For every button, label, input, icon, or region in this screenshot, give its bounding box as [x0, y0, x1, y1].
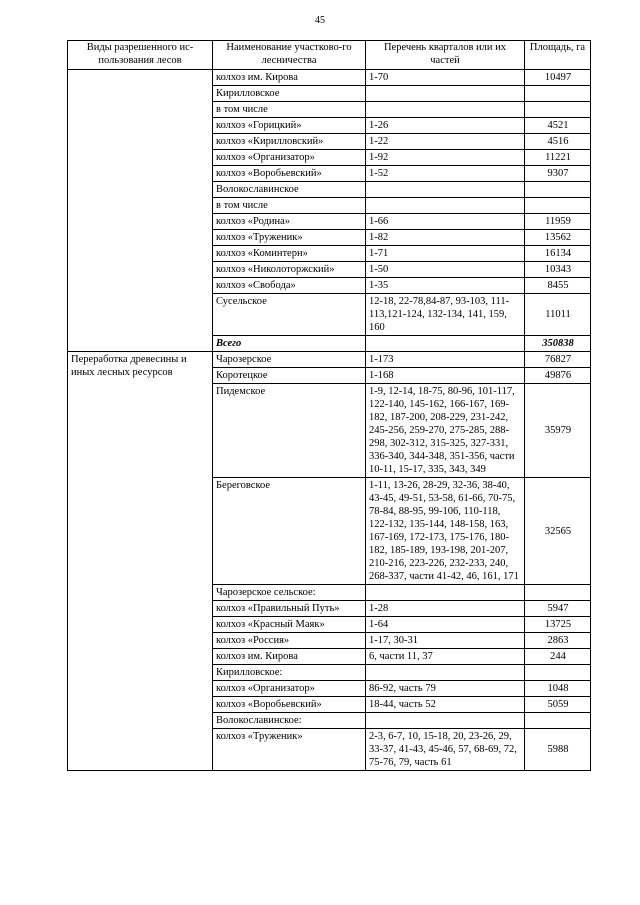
quarters-cell: 1-66 [366, 214, 525, 230]
quarters-cell: 1-28 [366, 601, 525, 617]
quarters-cell [366, 336, 525, 352]
quarters-cell: 1-168 [366, 368, 525, 384]
district-cell: Кирилловское: [213, 665, 366, 681]
area-cell: 11959 [525, 214, 591, 230]
area-cell: 11011 [525, 294, 591, 336]
page-number: 45 [315, 15, 325, 26]
quarters-cell: 1-11, 13-26, 28-29, 32-36, 38-40, 43-45, 49-51, 53-58, 61-66, 70-75, 78-84, 88-95, 99-106, 110-118, 122-132, 135-144, 148-158, 163, 167-169, 172-173, 175-176, 180-182, 185-189, 193-198, 201-207, 210-216, 223-226, 232-233, 240, 268-337, части 41-42, 46, 161, 171 [366, 478, 525, 585]
table-row [68, 70, 591, 86]
district-cell: колхоз «Свобода» [213, 278, 366, 294]
area-cell: 10497 [525, 70, 591, 86]
area-cell: 35979 [525, 384, 591, 478]
quarters-cell: 12-18, 22-78,84-87, 93-103, 111-113,121-124, 132-134, 141, 159, 160 [366, 294, 525, 336]
area-cell: 32565 [525, 478, 591, 585]
quarters-cell: 86-92, часть 79 [366, 681, 525, 697]
header-district: Наименование участково-го лесничества [213, 41, 366, 70]
district-cell: Береговское [213, 478, 366, 585]
district-cell: колхоз «Правильный Путь» [213, 601, 366, 617]
quarters-cell: 1-70 [366, 70, 525, 86]
quarters-cell: 1-173 [366, 352, 525, 368]
district-cell: колхоз «Николоторжский» [213, 262, 366, 278]
area-cell [525, 665, 591, 681]
district-cell: Сусельское [213, 294, 366, 336]
quarters-cell [366, 86, 525, 102]
quarters-cell: 1-50 [366, 262, 525, 278]
area-cell: 5947 [525, 601, 591, 617]
district-cell: колхоз «Россия» [213, 633, 366, 649]
quarters-cell [366, 713, 525, 729]
district-cell: Чарозерское [213, 352, 366, 368]
quarters-cell: 1-22 [366, 134, 525, 150]
quarters-cell [366, 182, 525, 198]
area-cell [525, 585, 591, 601]
district-cell: Пидемское [213, 384, 366, 478]
quarters-cell: 1-52 [366, 166, 525, 182]
quarters-cell: 1-71 [366, 246, 525, 262]
table-header-row [68, 41, 591, 70]
area-cell: 16134 [525, 246, 591, 262]
district-cell: колхоз «Родина» [213, 214, 366, 230]
area-cell: 244 [525, 649, 591, 665]
district-cell: колхоз им. Кирова [213, 70, 366, 86]
area-cell: 2863 [525, 633, 591, 649]
table-row [68, 352, 591, 368]
district-cell: колхоз «Организатор» [213, 150, 366, 166]
quarters-cell [366, 665, 525, 681]
area-cell: 13725 [525, 617, 591, 633]
district-cell: колхоз «Кирилловский» [213, 134, 366, 150]
district-cell: колхоз «Труженик» [213, 729, 366, 771]
district-cell: колхоз «Организатор» [213, 681, 366, 697]
quarters-cell: 1-92 [366, 150, 525, 166]
district-cell: колхоз «Труженик» [213, 230, 366, 246]
quarters-cell: 1-9, 12-14, 18-75, 80-96, 101-117, 122-140, 145-162, 166-167, 169-182, 187-200, 208-229, 231-242, 245-256, 259-270, 275-285, 288-298, 302-312, 315-325, 327-331, 336-340, 344-348, 351-356, части 10-11, 15-17, 335, 343, 349 [366, 384, 525, 478]
area-cell: 1048 [525, 681, 591, 697]
area-cell: 4521 [525, 118, 591, 134]
district-cell: колхоз «Коминтерн» [213, 246, 366, 262]
area-cell [525, 86, 591, 102]
area-cell: 4516 [525, 134, 591, 150]
header-use-type: Виды разрешенного ис-пользования лесов [68, 41, 213, 70]
header-quarters: Перечень кварталов или их частей [366, 41, 525, 70]
district-cell: колхоз «Воробьевский» [213, 697, 366, 713]
area-cell: 8455 [525, 278, 591, 294]
area-cell [525, 102, 591, 118]
quarters-cell: 6, части 11, 37 [366, 649, 525, 665]
area-cell: 5059 [525, 697, 591, 713]
quarters-cell: 1-64 [366, 617, 525, 633]
district-cell: Волокославинское: [213, 713, 366, 729]
area-cell: 9307 [525, 166, 591, 182]
use-type-cell: Переработка древесины и иных лесных ресурсов [68, 352, 213, 771]
district-cell: Волокославинское [213, 182, 366, 198]
quarters-cell: 1-26 [366, 118, 525, 134]
forest-use-table [67, 40, 591, 771]
district-cell: Кирилловское [213, 86, 366, 102]
total-label: Всего [213, 336, 366, 352]
area-cell [525, 713, 591, 729]
district-cell: в том числе [213, 198, 366, 214]
use-type-cell-empty [68, 70, 213, 352]
area-cell: 76827 [525, 352, 591, 368]
district-cell: колхоз «Воробьевский» [213, 166, 366, 182]
quarters-cell [366, 102, 525, 118]
quarters-cell: 1-82 [366, 230, 525, 246]
area-cell: 10343 [525, 262, 591, 278]
area-cell: 5988 [525, 729, 591, 771]
district-cell: Чарозерское сельское: [213, 585, 366, 601]
total-value: 350838 [525, 336, 591, 352]
quarters-cell: 1-35 [366, 278, 525, 294]
quarters-cell: 2-3, 6-7, 10, 15-18, 20, 23-26, 29, 33-37, 41-43, 45-46, 57, 68-69, 72, 75-76, 79, часть 61 [366, 729, 525, 771]
district-cell: колхоз «Горицкий» [213, 118, 366, 134]
header-area: Площадь, га [525, 41, 591, 70]
district-cell: колхоз им. Кирова [213, 649, 366, 665]
quarters-cell [366, 198, 525, 214]
district-cell: в том числе [213, 102, 366, 118]
district-cell: колхоз «Красный Маяк» [213, 617, 366, 633]
area-cell: 49876 [525, 368, 591, 384]
area-cell: 13562 [525, 230, 591, 246]
quarters-cell: 18-44, часть 52 [366, 697, 525, 713]
area-cell [525, 182, 591, 198]
area-cell [525, 198, 591, 214]
area-cell: 11221 [525, 150, 591, 166]
quarters-cell [366, 585, 525, 601]
district-cell: Коротецкое [213, 368, 366, 384]
quarters-cell: 1-17, 30-31 [366, 633, 525, 649]
